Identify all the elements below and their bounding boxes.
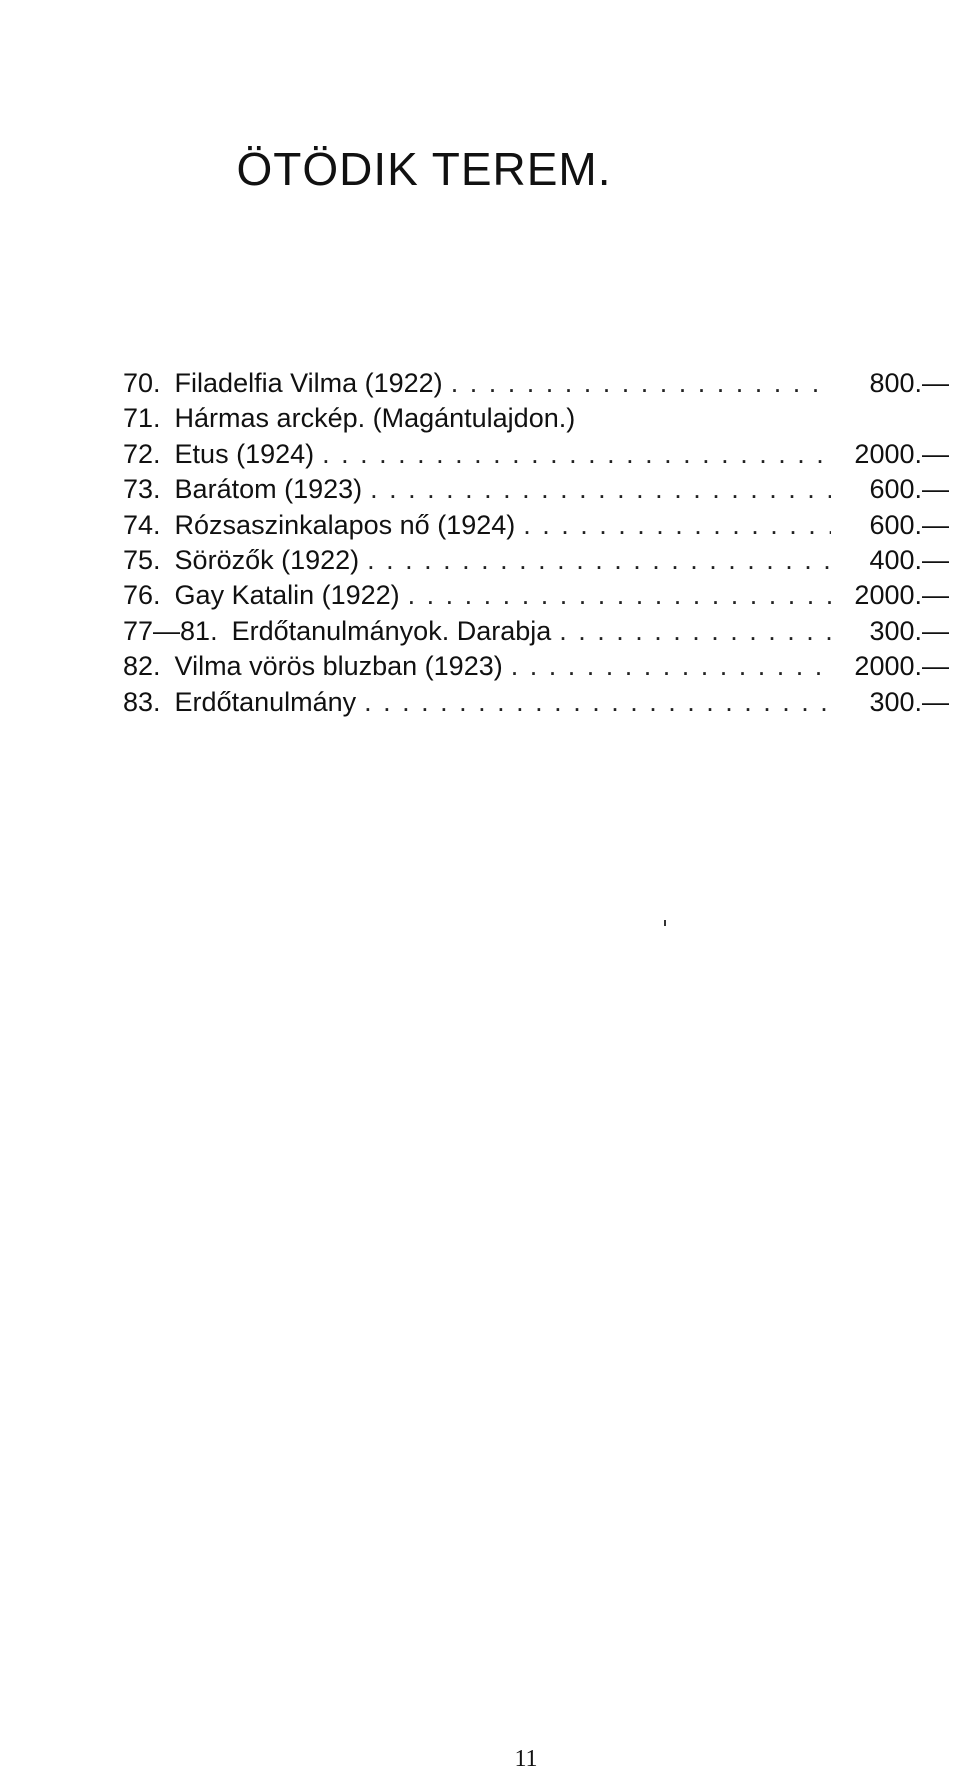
catalog-item xyxy=(123,510,949,545)
item-price: 300.— xyxy=(869,686,949,717)
page-number: 11 xyxy=(514,1746,538,1772)
item-price: 2000.— xyxy=(854,580,949,611)
catalog-item xyxy=(123,439,949,474)
catalog-item xyxy=(123,580,949,615)
dot-leader xyxy=(367,545,831,576)
page-title: ÖTÖDIK TEREM. xyxy=(236,143,612,195)
dot-leader xyxy=(370,474,831,505)
item-title: Sörözők (1922) xyxy=(174,544,360,575)
catalog-item xyxy=(123,474,949,509)
item-title: Filadelfia Vilma (1922) xyxy=(174,368,443,398)
catalog-item xyxy=(123,651,949,686)
item-price: 600.— xyxy=(869,509,949,540)
dot-leader xyxy=(511,651,831,682)
item-title: Erdőtanulmányok. Darabja xyxy=(231,615,552,646)
catalog-item xyxy=(123,545,949,580)
item-title: Gay Katalin (1922) xyxy=(174,580,400,611)
item-number: 74. xyxy=(123,509,161,540)
dot-leader xyxy=(451,368,831,399)
item-number: 71. xyxy=(123,403,161,434)
item-number: 77—81. xyxy=(123,615,218,646)
dot-leader xyxy=(408,580,831,611)
dot-leader xyxy=(364,687,831,718)
item-title: Hármas arckép. (Magántulajdon.) xyxy=(174,403,576,434)
dot-leader xyxy=(322,439,831,470)
item-number: 73. xyxy=(123,474,161,505)
dot-leader xyxy=(523,510,831,541)
item-price: 300.— xyxy=(869,615,949,646)
item-title: Barátom (1923) xyxy=(174,474,363,505)
item-number: 75. xyxy=(123,544,161,575)
catalog-item xyxy=(123,403,949,438)
catalog-item xyxy=(123,368,949,403)
item-title: Rózsaszinkalapos nő (1924) xyxy=(174,509,516,540)
item-title: Etus (1924) xyxy=(174,438,315,469)
item-number: 72. xyxy=(123,438,161,469)
item-price: 400.— xyxy=(869,544,949,575)
item-price: 2000.— xyxy=(854,651,949,682)
item-price: 2000.— xyxy=(854,438,949,469)
item-price: 800.— xyxy=(869,368,949,398)
dot-leader xyxy=(559,616,831,647)
catalog-item xyxy=(123,616,949,651)
catalog-item xyxy=(123,687,949,722)
catalog-list xyxy=(123,368,949,722)
item-price: 600.— xyxy=(869,474,949,505)
item-number: 82. xyxy=(123,651,161,682)
print-speck xyxy=(664,920,666,926)
item-number: 83. xyxy=(123,686,161,717)
item-title: Erdőtanulmány xyxy=(174,686,357,717)
item-number: 70. xyxy=(123,368,161,398)
item-number: 76. xyxy=(123,580,161,611)
item-title: Vilma vörös bluzban (1923) xyxy=(174,651,503,682)
